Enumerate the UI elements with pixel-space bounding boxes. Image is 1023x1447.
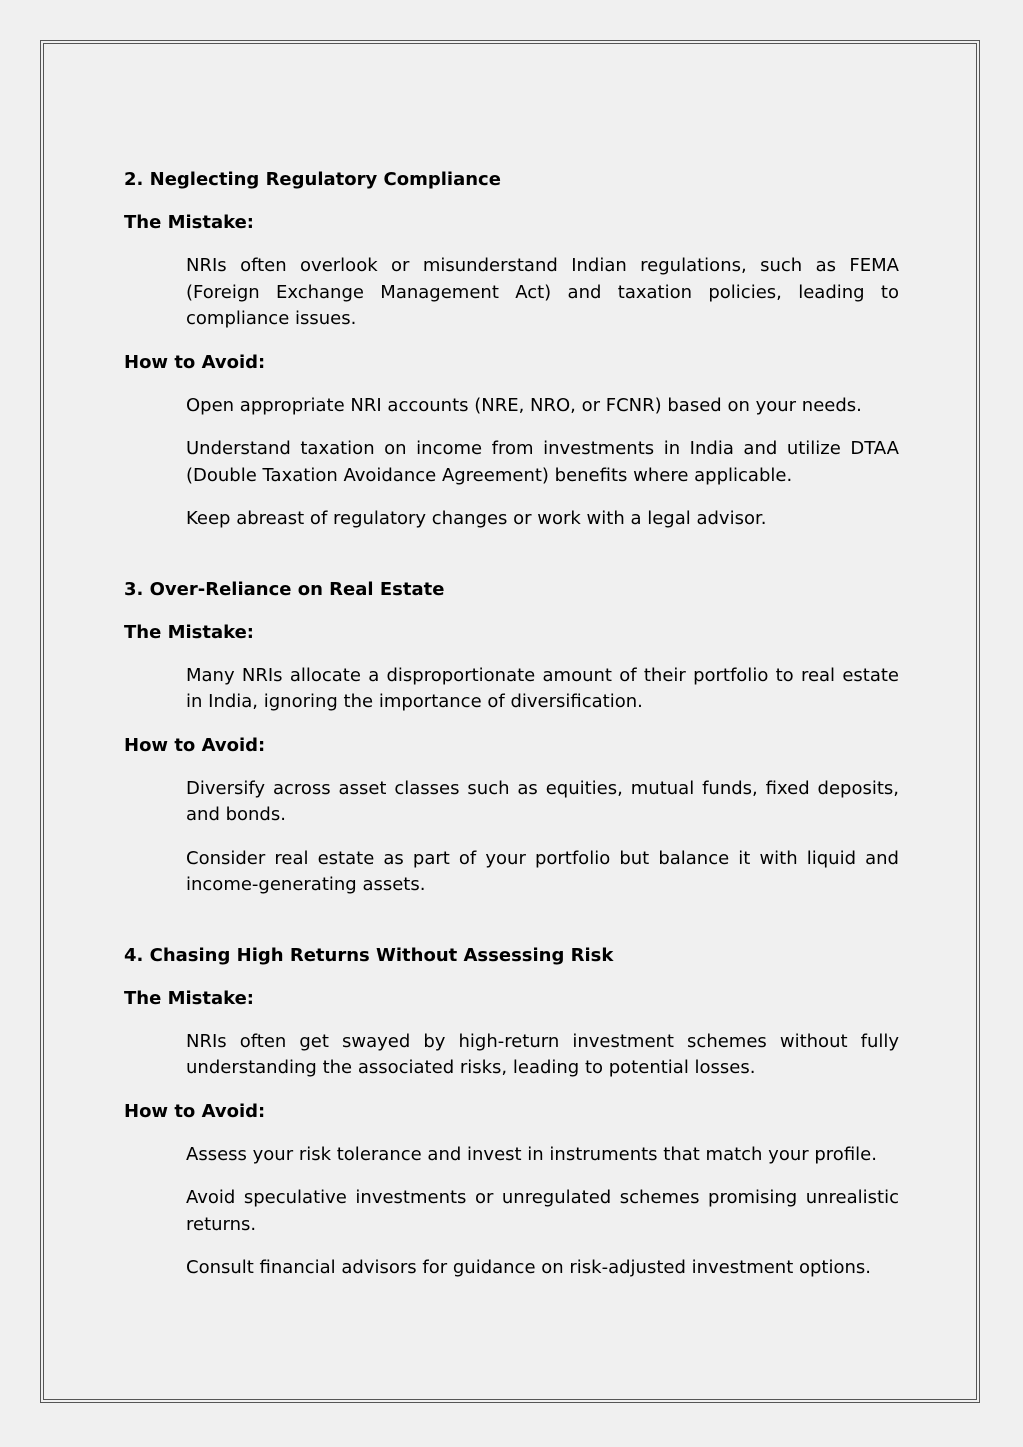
- avoid-item: Avoid speculative investments or unregulated schemes promising unrealistic returns.: [186, 1187, 899, 1235]
- document-content: [124, 167, 899, 1326]
- avoid-item: Diversify across asset classes such as equities, mutual funds, fixed deposits, and bonds.: [186, 777, 899, 825]
- section-real-estate: [124, 577, 899, 899]
- avoid-item: Keep abreast of regulatory changes or work with a legal advisor.: [186, 508, 767, 529]
- section-title: 3. Over-Reliance on Real Estate: [124, 578, 445, 600]
- avoid-item: Assess your risk tolerance and invest in instruments that match your profile.: [186, 1143, 877, 1165]
- mistake-heading: The Mistake:: [124, 621, 255, 643]
- avoid-item: Open appropriate NRI accounts (NRE, NRO, or FCNR) based on your needs.: [186, 394, 862, 416]
- avoid-heading: How to Avoid:: [124, 734, 266, 756]
- section-regulatory-compliance: [124, 167, 899, 533]
- mistake-text: NRIs often overlook or misunderstand Indian regulations, such as FEMA (Foreign Exchange Management Act) and taxation policies, leading to compliance issues.: [186, 255, 899, 329]
- avoid-item: Consult financial advisors for guidance on risk-adjusted investment options.: [186, 1257, 872, 1278]
- mistake-heading: The Mistake:: [124, 987, 255, 1009]
- mistake-text: Many NRIs allocate a disproportionate amount of their portfolio to real estate in India, ignoring the importance of diversification.: [186, 664, 899, 712]
- avoid-heading: How to Avoid:: [124, 1100, 266, 1122]
- avoid-item: Understand taxation on income from investments in India and utilize DTAA (Double Taxation Avoidance Agreement) benefits where applicable.: [186, 438, 899, 486]
- mistake-text: NRIs often get swayed by high-return investment schemes without fully understanding the associated risks, leading to potential losses.: [186, 1030, 899, 1078]
- section-title: 4. Chasing High Returns Without Assessing Risk: [124, 944, 614, 966]
- section-title: 2. Neglecting Regulatory Compliance: [124, 169, 501, 190]
- mistake-heading: The Mistake:: [124, 212, 255, 233]
- avoid-item: Consider real estate as part of your portfolio but balance it with liquid and income-generating assets.: [186, 847, 899, 895]
- avoid-heading: How to Avoid:: [124, 351, 266, 373]
- section-high-returns: [124, 943, 899, 1282]
